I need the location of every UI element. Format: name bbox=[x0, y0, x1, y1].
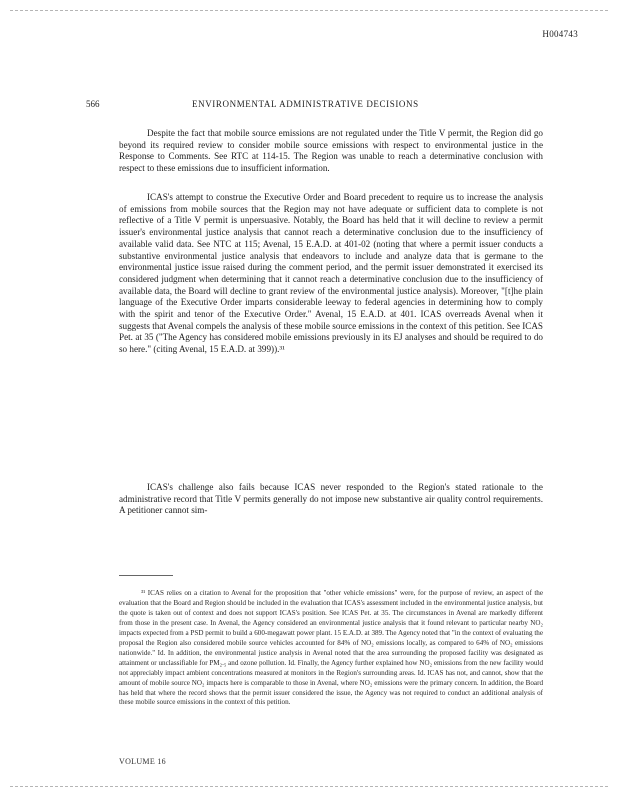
body-paragraph-2 bbox=[119, 192, 543, 356]
footnote-divider bbox=[119, 575, 173, 576]
footnote-block bbox=[119, 589, 543, 708]
page-number: 566 bbox=[86, 99, 100, 109]
scan-top-edge bbox=[10, 10, 608, 11]
running-head-title: ENVIRONMENTAL ADMINISTRATIVE DECISIONS bbox=[192, 99, 419, 109]
footnote-31: ³¹ ICAS relies on a citation to Avenal for the proposition that "other vehicle emissions" were, for the purpose of review, an aspect of the evaluation that the Board and Region should be included in the evaluation that ICAS's assessment included in the environmental justice analysis, but the quote is taken out of context and does not support ICAS's position. See ICAS Pet. at 35. The circumstances in Avenal are markedly different from those in the present case. In Avenal, the Agency considered an environmental justice analysis that it found relevant to particular nearby NO₂ impacts expected from a PSD permit to build a 600-megawatt power plant. 15 E.A.D. at 389. The Agency noted that "in the context of evaluating the proposal the Region also considered mobile source vehicles accounted for 84% of NO₂ emissions locally, as compared to 64% of NO₂ emissions nationwide." Id. In addition, the environmental justice analysis in Avenal noted that the area surrounding the proposed facility was designated as attainment or unclassifiable for PM₂.₅ and ozone pollution. Id. Finally, the Agency further explained how NO₂ emissions from the new facility would not appreciably impact ambient concentrations measured at monitors in the Region's surrounding areas. Id. ICAS has not, and cannot, show that the amount of mobile source NO₂ impacts here is comparable to those in Avenal, where NO₂ emissions were the primary concern. In addition, the Board has held that where the record shows that the permit issuer considered the issue, the Agency was not required to conduct an additional analysis of these mobile source emissions in the context of this petition. bbox=[119, 589, 543, 707]
scan-bottom-edge bbox=[10, 786, 608, 787]
paragraph-text: Despite the fact that mobile source emissions are not regulated under the Title V permit, the Region did go beyond its required review to consider mobile source emissions with respect to environmental justice in the Response to Comments. See RTC at 114-15. The Region was unable to reach a determinative conclusion with respect to these emissions due to insufficient information. bbox=[119, 128, 543, 174]
bates-number: H004743 bbox=[542, 29, 578, 39]
paragraph-text: ICAS's challenge also fails because ICAS never responded to the Region's stated rationale to the administrative record that Title V permits generally do not impose new substantive air quality control requirements. A petitioner cannot sim- bbox=[119, 482, 543, 516]
body-paragraph-1 bbox=[119, 128, 543, 175]
paragraph-text: ICAS's attempt to construe the Executive Order and Board precedent to require us to increase the analysis of emissions from mobile sources that the Region may not have adequate or sufficient data to complete is not reflective of a Title V permit is unpersuasive. Notably, the Board has held that it will decline to review a permit issuer's environmental justice analysis that cannot reach a determinative conclusion due to the insufficiency of available valid data. See NTC at 115; Avenal, 15 E.A.D. at 401-02 (noting that where a permit issuer conducts a substantive environmental justice analysis that endeavors to include and analyze data that is germane to the environmental justice issue raised during the comment period, and the permit issuer demonstrated it exercised its considered judgment when determining that it cannot reach a determinative conclusion due to the insufficiency of available data, the Board will decline to grant review of the environmental justice analysis). Moreover, "[t]he plain language of the Executive Order imparts considerable leeway to federal agencies in determining how to comply with the spirit and tenor of the Executive Order." Avenal, 15 E.A.D. at 401. ICAS overreads Avenal when it suggests that Avenal compels the analysis of these mobile source emissions in the context of this petition. See ICAS Pet. at 35 ("The Agency has considered mobile emissions previously in its EJ analyses and should be required to do so here." (citing Avenal, 15 E.A.D. at 399)).³¹ bbox=[119, 192, 543, 355]
page-citation: VOLUME 16 bbox=[119, 757, 166, 766]
body-paragraph-3 bbox=[119, 482, 543, 517]
